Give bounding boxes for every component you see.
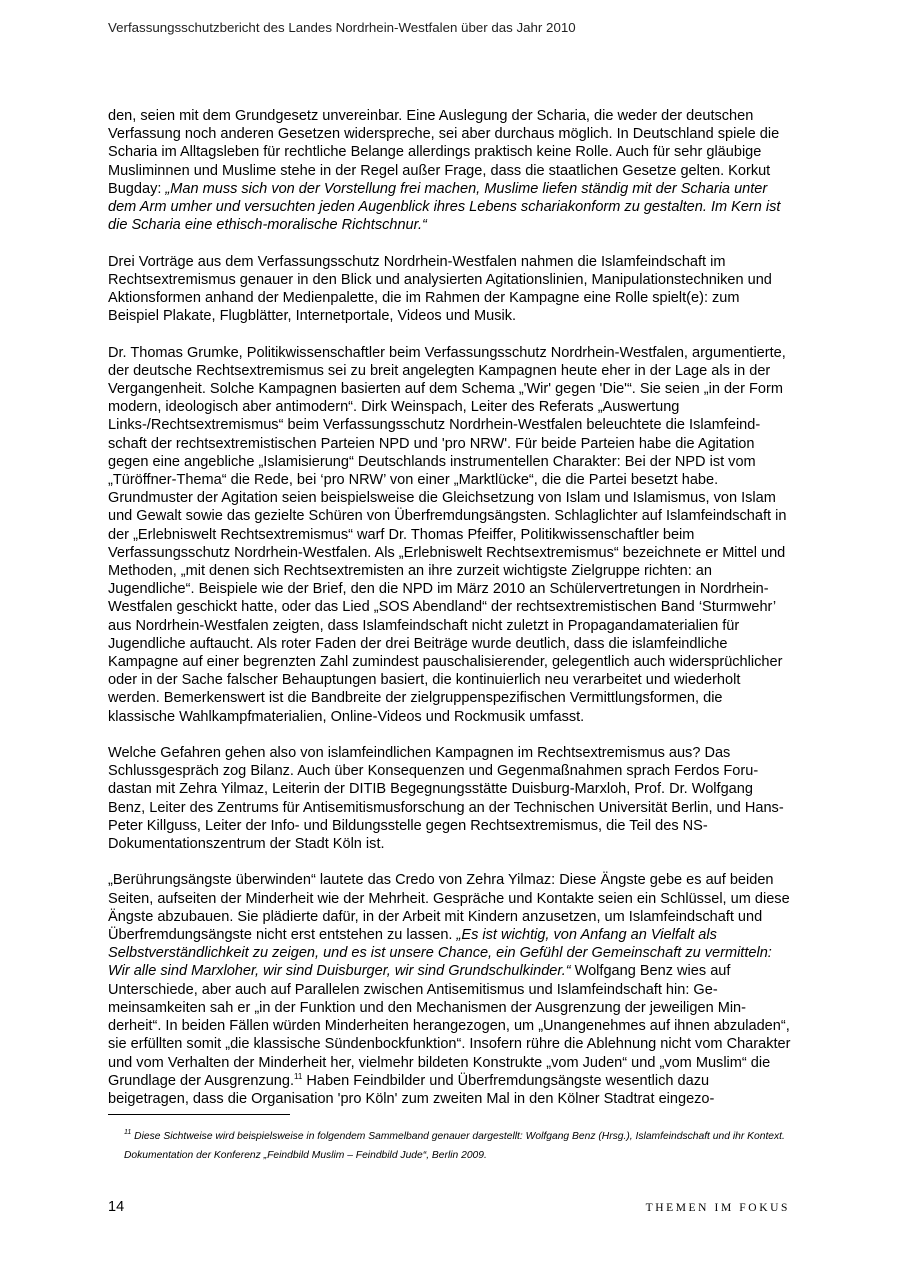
section-label: THEMEN IM FOKUS bbox=[645, 1202, 790, 1214]
paragraph bbox=[108, 107, 793, 234]
paragraph-text: Dr. Thomas Grumke, Politikwissenschaftler beim Verfassungsschutz Nordrhein-Westfalen, argumentierte, der deutsche Rechtsextremismus sei zu breit angelegten Kampagnen heute eher in der Lage als in der Vergangenheit. Solche Kampagnen basierten auf dem Schema „'Wir' gegen 'Die'“. Sie seien „in der Form modern, ideologisch aber antimodern“. Dirk Weinspach, Leiter des Referats „Auswertung Links-/Rechtsextremismus“ beim Verfassungsschutz Nordrhein-Westfalen beleuchtete die Islamfeindschaft der rechtsextremistischen Parteien NPD und 'pro NRW'. Für beide Parteien habe die Agitation gegen eine angebliche „Islamisierung“ Deutschlands instrumentellen Charakter: Bei der NPD ist vom „Türöffner-Thema“ die Rede, bei ‘pro NRW’ von einer „Marktlücke“, die die Partei besetzt habe. Grundmuster der Agitation seien beispielsweise die Gleichsetzung von Islam und Islamismus, von Islam und Gewalt sowie das gezielte Schüren von Überfremdungsängsten. Schlaglichter auf Islamfeindschaft in der „Erlebniswelt Rechtsextremismus“ warf Dr. Thomas Pfeiffer, Politikwissenschaftler beim Verfassungsschutz Nordrhein-Westfalen. Als „Erlebniswelt Rechtsextremismus“ bezeichnete er Mittel und Methoden, „mit denen sich Rechtsextremisten an ihre zurzeit wichtigste Zielgruppe richten: an Jugendliche“. Beispiele wie der Brief, den die NPD im März 2010 an Schülervertretungen in Nordrhein-Westfalen geschickt hatte, oder das Lied „SOS Abendland“ der rechtsextremistischen Band ‘Sturmwehr’ aus Nordrhein-Westfalen zeigten, dass Islamfeindschaft nicht zuletzt in Propagandamaterialien für Jugendliche auftaucht. Als roter Faden der drei Beiträge wurde deutlich, dass die islamfeindliche Kampagne auf einer begrenzten Zahl zumindest pauschalisierender, gelegentlich auch widersprüchlicher oder in der Sache falscher Behauptungen basiert, die kontinuierlich neu verarbeitet und wiederholt werden. Bemerkenswert ist die Bandbreite der zielgruppenspezifischen Vermittlungsformen, die klassische Wahlkampfmaterialien, Online-Videos und Rockmusik umfasst. bbox=[108, 344, 787, 725]
quote-text: „Man muss sich von der Vorstellung frei machen, Muslime liefen ständig mit der Scharia unter dem Arm umher und versuchten jeden Augenblick ihres Lebens schariakonform zu gestalten. Im Kern ist die Scharia eine ethisch-moralische Richtschnur.“ bbox=[108, 180, 781, 234]
paragraph-text: Wolfgang Benz wies auf Unterschiede, aber auch auf Parallelen zwischen Antisemitismus und Islamfeindschaft hin: Gemeinsamkeiten sah er „in der Funktion und den Mechanismen der Ausgrenzung der jeweiligen Minderheit“. In beiden Fällen würden Minderheiten herangezogen, um „Unangenehmes auf ihnen abzuladen“, sie erfüllten somit „die klassische Sündenbockfunktion“. Insofern rühre die Ablehnung nicht vom Charakter und vom Verhalten der Minderheit her, vielmehr bildeten Konstrukte „vom Juden“ und „vom Muslim“ die Grundlage der Ausgrenzung. bbox=[108, 963, 791, 1089]
footnote-text: Diese Sichtweise wird beispielsweise in folgendem Sammelband genauer dargestellt: Wolfgang Benz (Hrsg.), Islamfeindschaft und ihr Kontext. Dokumentation der Konferenz „Feindbild Muslim – Feindbild Jude“, Berlin 2009. bbox=[124, 1131, 785, 1161]
paragraph bbox=[108, 344, 793, 726]
paragraph-text: den, seien mit dem Grundgesetz unvereinbar. Eine Auslegung der Scharia, die weder der deutschen Verfassung noch anderen Gesetzen widerspreche, sei aber durchaus möglich. In Deutschland spiele die Scharia im Alltagsleben für rechtliche Belange allerdings praktisch keine Rolle. Auch für sehr gläubige Musliminnen und Muslime stehe in der Regel außer Frage, dass die staatlichen Gesetze gelten. Korkut Bugday: bbox=[108, 108, 780, 197]
running-header: Verfassungsschutzbericht des Landes Nordrhein-Westfalen über das Jahr 2010 bbox=[108, 20, 576, 35]
paragraph bbox=[108, 744, 793, 853]
footnote-divider bbox=[108, 1114, 290, 1115]
paragraph-text: „Berührungsängste überwinden“ lautete das Credo von Zehra Yilmaz: Diese Ängste gebe es auf beiden Seiten, aufseiten der Minderheit wie der Mehrheit. Gespräche und Kontakte seien ein Schlüssel, um diese Ängste abzubauen. Sie plädierte dafür, in der Arbeit mit Kindern anzusetzen, um Islamfeindschaft und Überfremdungsängste nicht erst entstehen zu lassen. bbox=[108, 872, 790, 944]
paragraph bbox=[108, 253, 793, 326]
footnote-reference: 11 bbox=[294, 1071, 303, 1081]
page-number: 14 bbox=[108, 1199, 125, 1215]
footnote bbox=[124, 1127, 792, 1165]
body-text bbox=[108, 107, 793, 1126]
footnote-marker: 11 bbox=[124, 1129, 132, 1136]
paragraph-text: Haben Feindbilder und Überfremdungsängste wesentlich dazu beigetragen, dass die Organisation 'pro Köln' zum zweiten Mal in den Kölner Stadtrat eingezo- bbox=[108, 1072, 715, 1107]
paragraph-text: Drei Vorträge aus dem Verfassungsschutz Nordrhein-Westfalen nahmen die Islamfeindschaft im Rechtsextremismus genauer in den Blick und analysierten Agitationslinien, Manipulationstechniken und Aktionsformen anhand der Medienpalette, die im Rahmen der Kampagne eine Rolle spielt(e): zum Beispiel Plakate, Flugblätter, Internetportale, Videos und Musik. bbox=[108, 253, 772, 325]
paragraph-text: Welche Gefahren gehen also von islamfeindlichen Kampagnen im Rechtsextremismus aus? Das Schlussgespräch zog Bilanz. Auch über Konsequenzen und Gegenmaßnahmen sprach Ferdos Forudastan mit Zehra Yilmaz, Leiterin der DITIB Begegnungsstätte Duisburg-Marxloh, Prof. Dr. Wolfgang Benz, Leiter des Zentrums für Antisemitismusforschung an der Technischen Universität Berlin, und Hans-Peter Killguss, Leiter der Info- und Bildungsstelle gegen Rechtsextremismus, die Teil des NS-Dokumentationszentrum der Stadt Köln ist. bbox=[108, 745, 784, 853]
quote-text: „Es ist wichtig, von Anfang an Vielfalt als Selbstverständlichkeit zu zeigen, und es ist unsere Chance, ein Gefühl der Gemeinschaft zu vermitteln: Wir alle sind Marxloher, wir sind Duisburger, wir sind Grundschulkinder.“ bbox=[108, 927, 772, 980]
paragraph bbox=[108, 871, 793, 1108]
